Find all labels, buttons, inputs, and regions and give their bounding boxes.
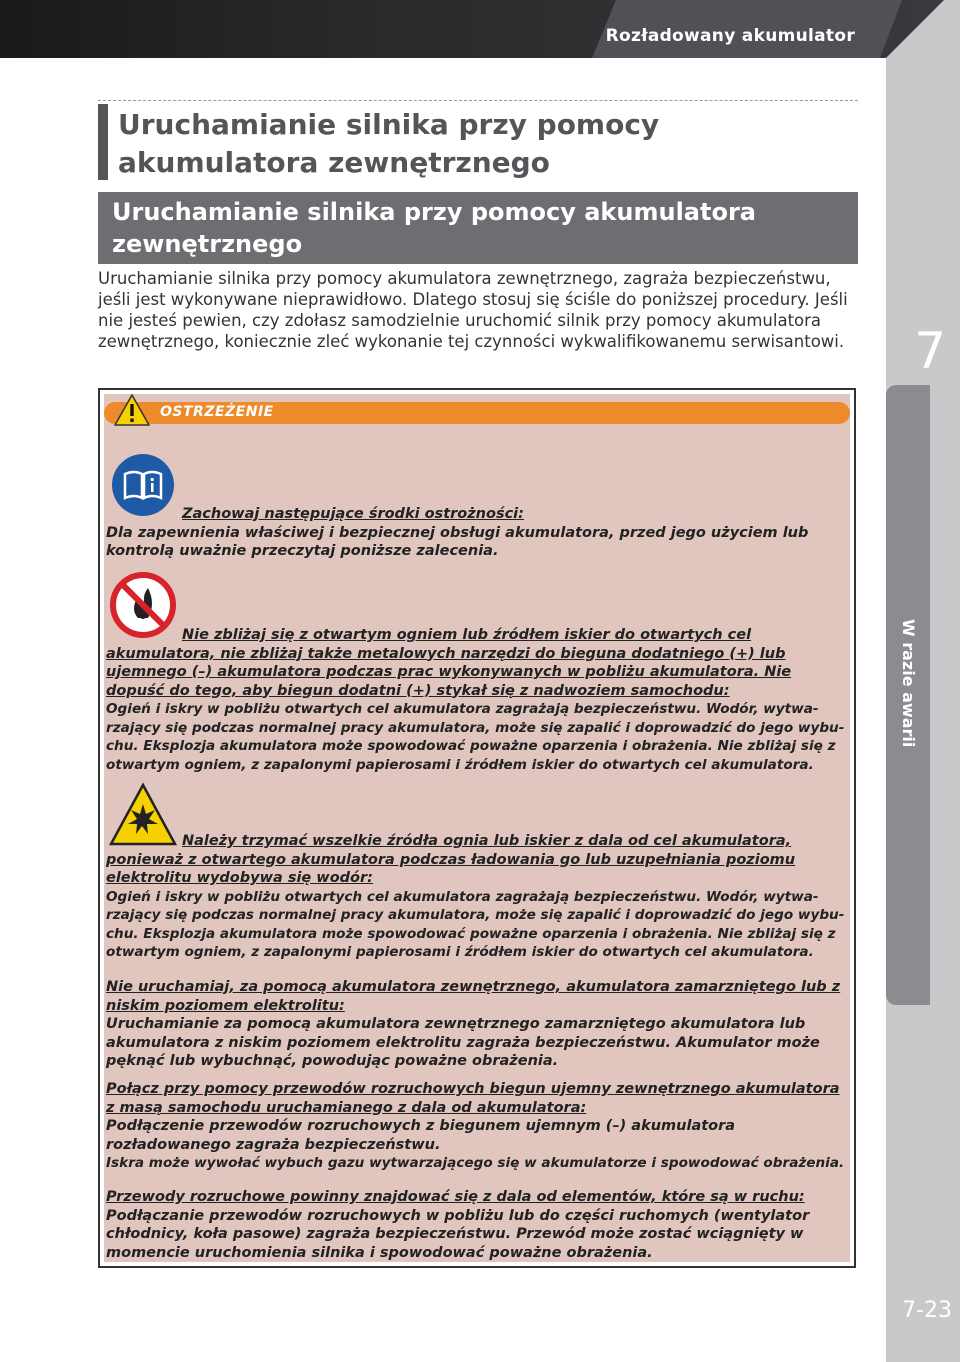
warning-item-5-body: Podłączenie przewodów rozruchowych z biegunem ujemnym (–) akumulatora rozładowanego zagraża bezpieczeństwu. (106, 1118, 736, 1153)
warning-label: OSTRZEŻENIE (160, 404, 274, 420)
section-title: Uruchamianie silnika przy pomocy akumulatora zewnętrznego (112, 198, 756, 258)
title-accent (98, 104, 108, 180)
header-title: Rozładowany akumulator (605, 26, 855, 46)
warning-item-4 (106, 978, 850, 1071)
warning-item-3-heading: Należy trzymać wszelkie źródła ognia lub iskier z dala od cel akumulatora, ponieważ z otwartego akumulatora podczas ładowania go lub uzupełniania poziomu elektrolitu wydobywa się wodór: (106, 833, 796, 886)
warning-item-5-heading: Połącz przy pomocy przewodów rozruchowych biegun ujemny zewnętrznego akumulatora z masą samochodu uruchamianego z dala od akumulatora: (106, 1081, 840, 1116)
chapter-number: 7 (914, 322, 946, 380)
intro-paragraph: Uruchamianie silnika przy pomocy akumulatora zewnętrznego, zagraża bezpieczeństwu, jeśli jest wykonywane nieprawidłowo. Dlatego stosuj się ściśle do poniższej procedury. Jeśli nie jesteś pewien, czy zdołasz samodzielnie uruchomić silnik przy pomocy akumulatora zewnętrznego, koniecznie zleć wykonanie tej czynności wykwalifikowanemu serwisantowi. (98, 269, 848, 351)
page-title: Uruchamianie silnika przy pomocy akumulatora zewnętrznego (118, 108, 660, 179)
warning-item-1-heading: Zachowaj następujące środki ostrożności: (182, 506, 524, 522)
chapter-label: W razie awarii (899, 618, 918, 748)
warning-item-6-body: Podłączanie przewodów rozruchowych w pobliżu lub do części ruchomych (wentylator chłodnicy, koła pasowe) zagraża bezpieczeństwu. Przewód może zostać wciągnięty w momencie uruchomienia silnika i spowodować poważne obrażenia. (106, 1207, 810, 1261)
warning-item-5 (106, 1080, 850, 1173)
warning-item-2-body: Ogień i iskry w pobliżu otwartych cel akumulatora zagrażają bezpieczeństwu. Wodór, wytwa-rzający się podczas normalnej pracy akumulatora, może się zapalić i doprowadzić do jego wybu-chu. Eksplozja akumulatora może spowodować poważne oparzenia i obrażenia. Nie zbliżaj się z otwartym ogniem, z zapalonymi papierosami i źródłem iskier do otwartych cel akumulatora. (106, 701, 845, 773)
warning-item-6-heading: Przewody rozruchowe powinny znajdować się z dala od elementów, które są w ruchu: (106, 1189, 805, 1205)
warning-item-1-body: Dla zapewnienia właściwej i bezpiecznej obsługi akumulatora, przed jego użyciem lub kontrolą uważnie przeczytaj poniższe zalecenia. (106, 524, 809, 559)
divider (98, 100, 858, 101)
warning-item-2 (106, 626, 850, 774)
warning-item-6 (106, 1188, 850, 1262)
warning-icon (114, 394, 150, 426)
warning-item-3-body: Ogień i iskry w pobliżu otwartych cel akumulatora zagrażają bezpieczeństwu. Wodór, wytwa-rzający się podczas normalnej pracy akumulatora, może się zapalić i doprowadzić do jego wybu-chu. Eksplozja akumulatora może spowodować poważne oparzenia i obrażenia. Nie zbliżaj się z otwartym ogniem, z zapalonymi papierosami i źródłem iskier do otwartych cel akumulatora. (106, 888, 845, 961)
warning-item-1 (106, 505, 850, 561)
warning-item-2-heading: Nie zbliżaj się z otwartym ogniem lub źródłem iskier do otwartych cel akumulatora, nie zbliżaj także metalowych narzędzi do bieguna dodatniego (+) lub ujemnego (–) akumulatora podczas prac wykonywanych w pobliżu akumulatora. Nie dopuść do tego, aby biegun dodatni (+) stykał się z nadwoziem samochodu: (106, 627, 792, 699)
warning-item-4-body: Uruchamianie za pomocą akumulatora zewnętrznego zamarzniętego akumulatora lub akumulatora z niskim poziomem elektrolitu zagraża bezpieczeństwu. Akumulator może pęknąć lub wybuchnąć, powodując poważne obrażenia. (106, 1016, 820, 1069)
page-number: 7-23 (902, 1298, 952, 1323)
warning-item-3 (106, 832, 850, 962)
warning-item-5-note: Iskra może wywołać wybuch gazu wytwarzającego się w akumulatorze i spowodować obrażenia. (106, 1155, 845, 1171)
warning-item-4-heading: Nie uruchamiaj, za pomocą akumulatora zewnętrznego, akumulatora zamarzniętego lub z niskim poziomem elektrolitu: (106, 979, 841, 1014)
